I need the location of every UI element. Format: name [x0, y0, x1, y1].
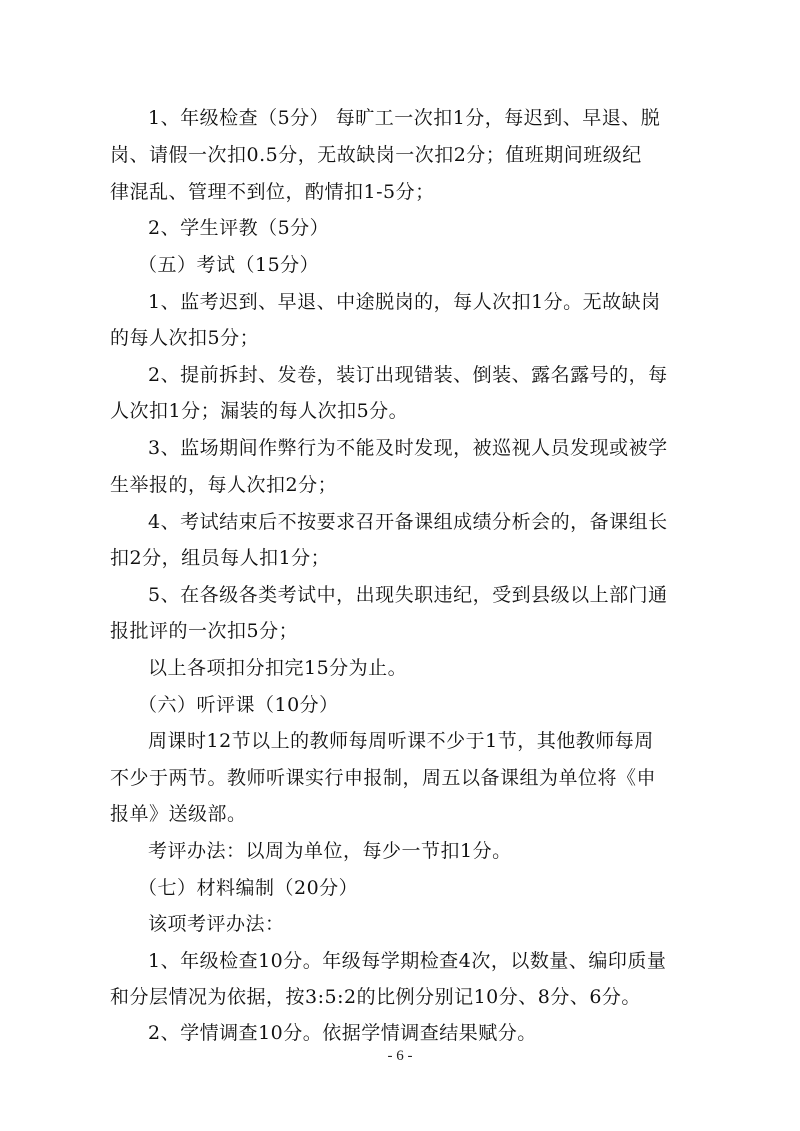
text-line-9: 人次扣1分；漏装的每人次扣5分。 — [110, 400, 409, 422]
section-heading-lesson-review: （六）听评课（10分） — [138, 694, 339, 716]
text-line-16: 以上各项扣分扣完15分为止。 — [148, 657, 408, 679]
text-line-10: 3、监场期间作弊行为不能及时发现，被巡视人员发现或被学 — [148, 437, 668, 459]
text-line-8: 2、提前拆封、发卷，装订出现错装、倒装、露名露号的，每 — [148, 364, 668, 386]
text-line-4: 2、学生评教（5分） — [148, 217, 330, 239]
text-line-1: 1、年级检查（5分） 每旷工一次扣1分，每迟到、早退、脱 — [148, 107, 661, 129]
page-number: - 6 - — [387, 1048, 413, 1064]
text-line-23: 该项考评办法： — [148, 913, 285, 935]
text-line-14: 5、在各级各类考试中，出现失职违纪，受到县级以上部门通 — [148, 584, 668, 606]
text-line-25: 和分层情况为依据，按3:5:2的比例分别记10分、8分、6分。 — [110, 986, 641, 1008]
text-line-20: 报单》送级部。 — [110, 803, 247, 825]
text-line-7: 的每人次扣5分； — [110, 327, 260, 349]
text-line-18: 周课时12节以上的教师每周听课不少于1节，其他教师每周 — [148, 730, 654, 752]
text-line-24: 1、年级检查10分。年级每学期检查4次，以数量、编印质量 — [148, 950, 667, 972]
section-heading-materials: （七）材料编制（20分） — [138, 877, 359, 899]
section-heading-exam: （五）考试（15分） — [138, 254, 320, 276]
text-line-11: 生举报的，每人次扣2分； — [110, 474, 338, 496]
text-line-19: 不少于两节。教师听课实行申报制，周五以备课组为单位将《申 — [110, 767, 657, 789]
text-line-13: 扣2分，组员每人扣1分； — [110, 547, 331, 569]
text-line-6: 1、监考迟到、早退、中途脱岗的，每人次扣1分。无故缺岗 — [148, 291, 661, 313]
text-line-3: 律混乱、管理不到位，酌情扣1-5分； — [110, 181, 435, 203]
text-line-21: 考评办法：以周为单位，每少一节扣1分。 — [148, 840, 512, 862]
text-line-15: 报批评的一次扣5分； — [110, 620, 299, 642]
text-line-2: 岗、请假一次扣0.5分，无故缺岗一次扣2分；值班期间班级纪 — [110, 144, 642, 166]
text-line-26: 2、学情调查10分。依据学情调查结果赋分。 — [148, 1022, 537, 1044]
text-line-12: 4、考试结束后不按要求召开备课组成绩分析会的，备课组长 — [148, 511, 668, 533]
